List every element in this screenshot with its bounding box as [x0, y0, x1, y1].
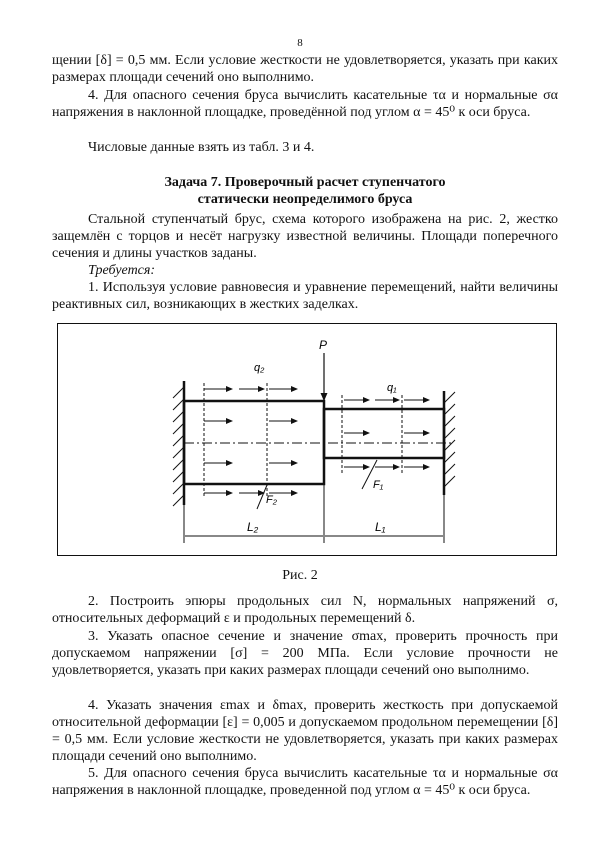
paragraph-description: Стальной ступенчатый брус, схема которого изображена на рис. 2, жестко защемлён с торцов и несёт нагрузку известной величины. Площади поперечного сечения и длины участков заданы.	[52, 212, 558, 261]
label-p: P	[319, 338, 328, 352]
label-l1: L₁	[375, 520, 386, 534]
load-q1-arrows	[342, 395, 429, 473]
paragraph-numeric-data: Числовые данные взять из табл. 3 и 4.	[88, 140, 315, 155]
paragraph-item-4: 4. Указать значения εmax и δmax, проверить жесткость при допускаемой относительной деформации [ε] = 0,005 и допускаемом продольном перемещении [δ] = 0,5 мм. Если условие жесткости не удовлетворяется, указать при каких размерах площади сечений оно выполнимо.	[52, 698, 558, 764]
left-wall-hatch	[173, 387, 184, 506]
task-title-line-2: статически неопределимого бруса	[197, 192, 413, 207]
paragraph-item-5: 5. Для опасного сечения бруса вычислить касательные τα и нормальные σα напряжения в наклонной площадке, проведенной под углом α = 45⁰ к оси бруса.	[52, 766, 558, 798]
page-number: 8	[297, 37, 303, 49]
figure-caption: Рис. 2	[282, 568, 318, 583]
right-wall-hatch	[444, 392, 455, 487]
paragraph-item-1: 1. Используя условие равновесия и уравнение перемещений, найти величины реактивных сил, возникающих в жестких заделках.	[52, 280, 558, 312]
label-q2: q₂	[254, 362, 265, 374]
bar-diagram	[57, 323, 557, 556]
task-title-line-1: Задача 7. Проверочный расчет ступенчатого	[164, 175, 446, 190]
paragraph-item-4-tangential: 4. Для опасного сечения бруса вычислить касательные τα и нормальные σα напряжения в наклонной площадке, проведённой под углом α = 45⁰ к оси бруса.	[52, 88, 558, 120]
paragraph-item-3: 3. Указать опасное сечение и значение σmax, проверить прочность при допускаемом напряжении [σ] = 200 МПа. Если условие прочности не удовлетворяется, указать при каких размерах площади сечений оно выполнимо.	[52, 629, 558, 678]
label-l2: L₂	[247, 520, 259, 534]
paragraph-required: Требуется:	[88, 263, 156, 278]
paragraph-stiffness-end: щении [δ] = 0,5 мм. Если условие жесткости не удовлетворяется, указать при каких размерах площади сечений оно выполнимо.	[52, 53, 558, 85]
figure-stepped-bar	[57, 323, 557, 556]
label-q1: q₁	[387, 382, 397, 394]
label-f1: F₁	[373, 479, 384, 491]
paragraph-item-2: 2. Построить эпюры продольных сил N, нормальных напряжений σ, относительных деформаций ε и продольных перемещений δ.	[52, 594, 558, 626]
label-f2: F₂	[266, 494, 277, 506]
figure-frame	[58, 324, 557, 556]
